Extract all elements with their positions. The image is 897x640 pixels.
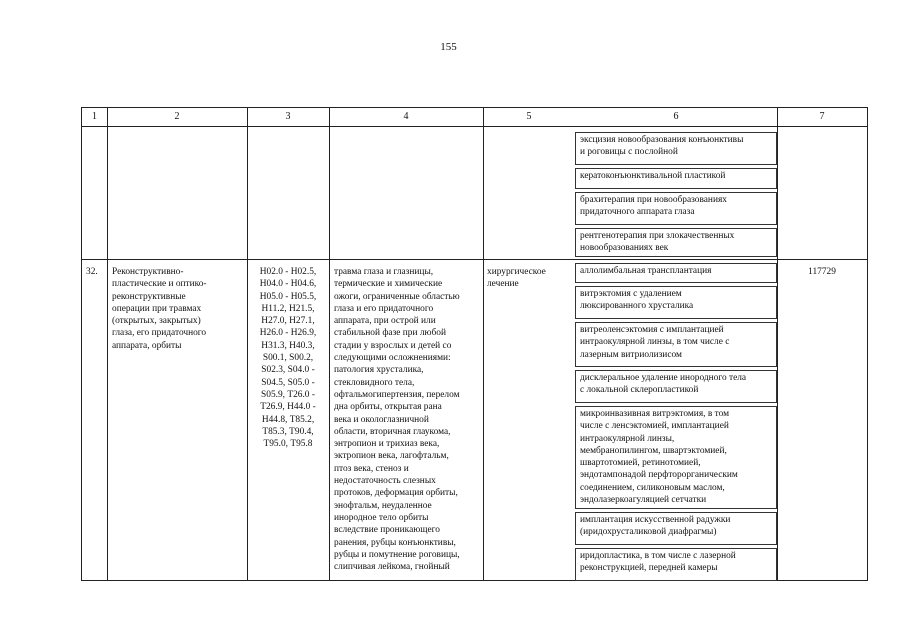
row-rule [82,259,867,260]
column-divider [483,108,484,580]
treatment-type: хирургическое лечение [487,267,546,290]
header-col-7: 7 [819,111,825,122]
method-box [575,132,777,165]
row-number: 32. [86,267,98,277]
method-box [575,263,777,283]
page-number: 155 [440,41,457,53]
method-box [575,322,777,367]
method-text: имплантация искусственной радужки (иридохрусталиковой диафрагмы) [580,515,731,538]
header-col-6: 6 [673,111,679,122]
method-text: брахитерапия при новообразованиях придаточного аппарата глаза [580,195,727,218]
method-text: микроинвазивная витрэктомия, в том числе с ленсэктомией, имплантацией интраокулярной линзы, мембранопилингом, швартэктомией, швартотомией, ретинотомией, эндотампонадой перфторорганическим соединением, силиконовым маслом, эндолазеркоагуляцией сетчатки [580,409,738,506]
method-text: эксцизия новообразования конъюнктивы и роговицы с послойной [580,135,744,158]
method-box [575,286,777,319]
method-box [575,192,777,225]
column-divider [329,108,330,580]
method-box [575,168,777,189]
method-text: витреоленсэктомия с имплантацией интраокулярной линзы, в том числе с лазерным витриолизисом [580,325,730,360]
header-rule [82,126,867,127]
method-text: иридопластика, в том числе с лазерной реконструкцией, передней камеры [580,551,736,574]
method-box [575,512,777,545]
method-box [575,370,777,403]
header-col-2: 2 [174,111,180,122]
header-col-4: 4 [403,111,409,122]
column-divider [777,108,778,580]
method-box [575,406,777,509]
method-box [575,548,777,581]
service-name: Реконструктивно- пластические и оптико- реконструктивные операции при травмах (открытых, закрытых) глаза, его придаточного аппарата, орбиты [112,267,207,351]
method-box [575,228,777,257]
method-text: дисклеральное удаление инородного тела с локальной склеропластикой [580,373,747,396]
method-text: кератоконъюнктивальной пластикой [580,171,726,181]
header-col-1: 1 [92,111,97,122]
column-divider [247,108,248,580]
header-col-5: 5 [526,111,532,122]
method-text: витрэктомия с удалением люксированного хрусталика [580,289,694,312]
patient-model: травма глаза и глазницы, термические и химические ожоги, ограниченные областью глаза и его придаточного аппарата, при острой или стабильной фазе при любой стадии у взрослых и детей со следующими осложнениями: патология хрусталика, стекловидного тела, офтальмогипертензия, перелом дна орбиты, открытая рана века и окологлазничной области, вторичная глаукома, энтропион и трихиаз века, эктропион века, лагофтальм, птоз века, стеноз и недостаточность слезных протоков, деформация орбиты, энофтальм, неудаленное инородное тело орбиты вследствие проникающего ранения, рубцы конъюнктивы, рубцы и помутнение роговицы, слипчивая лейкома, гнойный [334,267,460,573]
services-table [81,107,868,581]
icd-codes: Н02.0 - Н02.5, Н04.0 - Н04.6, Н05.0 - Н05.5, Н11.2, Н21.5, Н27.0, Н27.1, Н26.0 - Н26.9, Н31.3, Н40.3, S00.1, S00.2, S02.3, S04.0 - S04.5, S05.0 - S05.9, Т26.0 - Т26.9, Н44.0 - Н44.8, Т85.2, Т85.3, Т90.4, Т95.0, Т95.8 [259,267,317,450]
column-divider [107,108,108,580]
header-col-3: 3 [285,111,291,122]
method-text: аллолимбальная трансплантация [580,266,712,276]
method-text: рентгенотерапия при злокачественных новообразованиях век [580,231,735,254]
cost-value: 117729 [808,267,836,277]
